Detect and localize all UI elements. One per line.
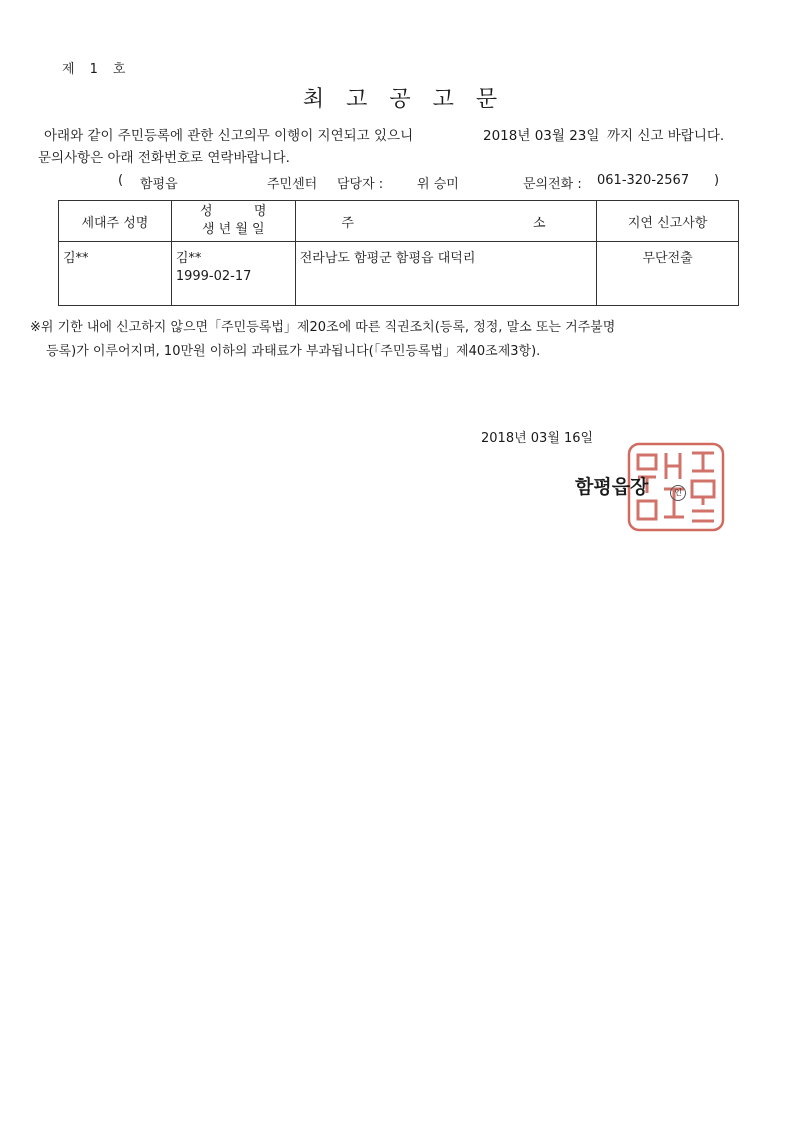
document-title: 최고공고문: [302, 87, 520, 112]
contact-staff-name: 위 승미: [417, 177, 459, 192]
issue-date: 2018년 03월 16일: [481, 431, 594, 446]
header-address-1: 주: [341, 215, 354, 231]
doc-number-prefix: 제: [62, 62, 75, 77]
notice-line-1: ※위 기한 내에 신고하지 않으면「주민등록법」제20조에 따른 직권조치(등록, 정정, 말소 또는 거주불명: [30, 320, 616, 335]
cell-address: 전라남도 함평군 함평읍 대덕리: [295, 242, 596, 306]
table-row: [59, 242, 739, 306]
records-table: [58, 200, 739, 306]
cell-name: 김**: [175, 251, 202, 266]
contact-phone-label: 문의전화 :: [523, 177, 582, 192]
header-delay: 지연 신고사항: [597, 201, 739, 242]
doc-number-value: 1: [89, 62, 98, 77]
header-address: [295, 201, 596, 242]
contact-phone: 061-320-2567: [597, 173, 690, 188]
header-birth: 생 년 월 일: [201, 222, 265, 237]
header-head-name: 세대주 성명: [59, 201, 172, 242]
cell-name-birth: [171, 242, 295, 306]
seal-mark: 인: [670, 485, 686, 501]
header-address-2: 소: [533, 215, 546, 231]
contact-open-paren: (: [118, 173, 124, 188]
header-name: 성 명: [200, 204, 267, 219]
issuer-name: 함평읍장: [575, 476, 649, 498]
document-number: [62, 58, 125, 77]
notice-line-2: 등록)가 이루어지며, 10만원 이하의 과태료가 부과됩니다(「주민등록법」제40조제3항).: [46, 344, 541, 359]
contact-close-paren: ): [714, 173, 720, 188]
contact-center: 주민센터: [267, 177, 318, 192]
body-line-2: 문의사항은 아래 전화번호로 연락바랍니다.: [38, 150, 290, 166]
cell-delay: 무단전출: [597, 242, 739, 306]
body-line-1-start: 아래와 같이 주민등록에 관한 신고의무 이행이 지연되고 있으니: [44, 128, 414, 144]
table-header-row: [59, 201, 739, 242]
cell-head-name: 김**: [59, 242, 172, 306]
contact-office: 함평읍: [140, 177, 178, 192]
doc-number-suffix: 호: [112, 62, 126, 77]
deadline-date: 2018년 03월 23일: [483, 128, 600, 144]
cell-birth: 1999-02-17: [175, 269, 252, 284]
header-name-birth: [171, 201, 295, 242]
contact-staff-label: 담당자 :: [337, 177, 384, 192]
body-line-1-end: 까지 신고 바랍니다.: [607, 128, 725, 144]
